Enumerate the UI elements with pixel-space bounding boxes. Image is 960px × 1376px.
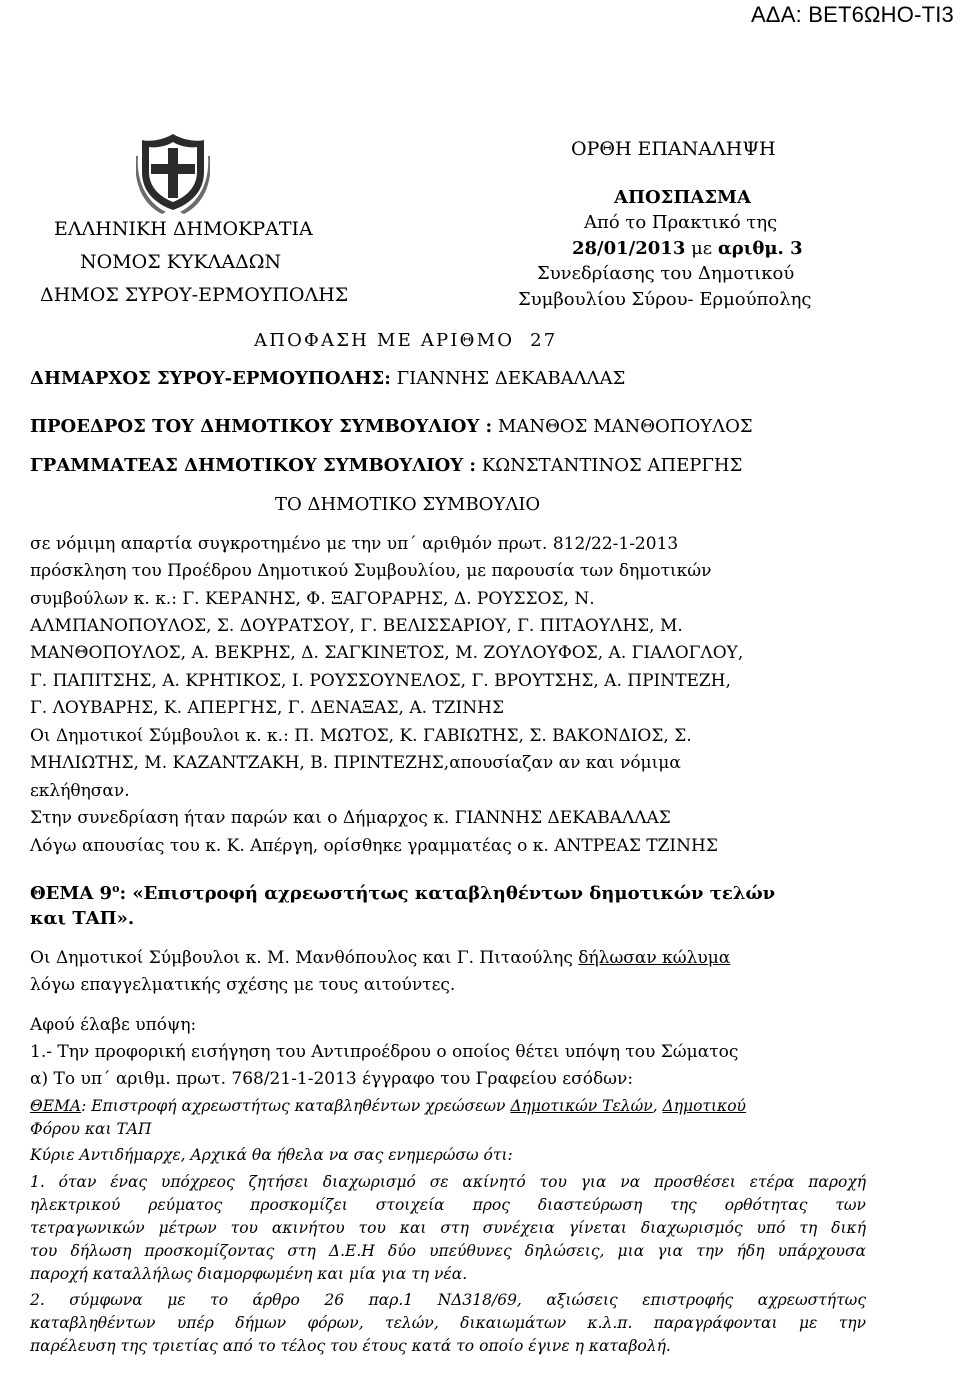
body-line: πρόσκληση του Προέδρου Δημοτικού Συμβουλίου, με παρουσία των δημοτικών	[30, 561, 712, 581]
thema-title: : «Επιστροφή αχρεωστήτως καταβληθέντων δημοτικών τελών	[119, 883, 776, 904]
apo-to-praktiko: Από το Πρακτικό της	[584, 212, 778, 233]
proedros-line	[30, 416, 753, 437]
doc-thema-underline-2: Δημοτικού	[662, 1097, 746, 1115]
body-line: συμβούλων κ. κ.: Γ. ΚΕΡΑΝΗΣ, Φ. ΞΑΓΟΡΑΡΗΣ, Δ. ΡΟΥΣΣΟΣ, Ν.	[30, 589, 595, 609]
body-line: ΑΛΜΠΑΝΟΠΟΥΛΟΣ, Σ. ΔΟΥΡΑΤΣΟΥ, Γ. ΒΕΛΙΣΣΑΡΙΟΥ, Γ. ΠΙΤΑΟΥΛΗΣ, Μ.	[30, 616, 683, 636]
para1-line: 1. όταν ένας υπόχρεος ζητήσει διαχωρισμό σε ακίνητό του για να προσθέσει ετέρα παροχή	[30, 1173, 866, 1191]
to-dimotiko-symvoulio: ΤΟ ΔΗΜΟΤΙΚΟ ΣΥΜΒΟΥΛΙΟ	[275, 494, 541, 515]
para1-line: παροχή καταλλήλως διαμορφωμένη και μία για τη νέα.	[30, 1265, 468, 1283]
proedros-name: ΜΑΝΘΟΣ ΜΑΝΘΟΠΟΥΛΟΣ	[492, 416, 753, 437]
para2-line: 2. σύμφωνα με το άρθρο 26 παρ.1 ΝΔ318/69, αξιώσεις επιστροφής αχρεωστήτως	[30, 1291, 866, 1309]
doc-thema-label: ΘΕΜΑ	[30, 1097, 82, 1115]
kolyma-text: Οι Δημοτικοί Σύμβουλοι κ. Μ. Μανθόπουλος και Γ. Πιταούλης	[30, 948, 579, 968]
body-line: Γ. ΛΟΥΒΑΡΗΣ, Κ. ΑΠΕΡΓΗΣ, Γ. ΔΕΝΑΞΑΣ, Α. ΤΖΙΝΗΣ	[30, 698, 504, 718]
apofasi-number: 27	[530, 330, 558, 351]
dimarxos-name: ΓΙΑΝΝΗΣ ΔΕΚΑΒΑΛΛΑΣ	[390, 368, 626, 389]
doc-thema-line2: Φόρου και ΤΑΠ	[30, 1120, 152, 1138]
kolyma-line1	[30, 948, 730, 968]
body-line: Γ. ΠΑΠΙΤΣΗΣ, Α. ΚΡΗΤΙΚΟΣ, Ι. ΡΟΥΣΣΟΥΝΕΛΟΣ, Γ. ΒΡΟΥΤΣΗΣ, Α. ΠΡΙΝΤΕΖΗ,	[30, 671, 731, 691]
body-line: Στην συνεδρίαση ήταν παρών και ο Δήμαρχος κ. ΓΙΑΝΝΗΣ ΔΕΚΑΒΑΛΛΑΣ	[30, 808, 671, 828]
body-line: Οι Δημοτικοί Σύμβουλοι κ. κ.: Π. ΜΩΤΟΣ, Κ. ΓΑΒΙΩΤΗΣ, Σ. ΒΑΚΟΝΔΙΟΣ, Σ.	[30, 726, 692, 746]
doc-thema-text: : Επιστροφή αχρεωστήτως καταβληθέντων χρεώσεων	[81, 1097, 511, 1115]
orthi-epanalipsi: ΟΡΘΗ ΕΠΑΝΑΛΗΨΗ	[571, 138, 776, 160]
body-line: ΜΑΝΘΟΠΟΥΛΟΣ, Α. ΒΕΚΡΗΣ, Δ. ΣΑΓΚΙΝΕΤΟΣ, Μ. ΖΟΥΛΟΥΦΟΣ, Α. ΓΙΑΛΟΓΛΟΥ,	[30, 643, 744, 663]
grammateas-label: ΓΡΑΜΜΑΤΕΑΣ ΔΗΜΟΤΙΚΟΥ ΣΥΜΒΟΥΛΙΟΥ :	[30, 455, 477, 476]
kyrie-antidimarxe: Κύριε Αντιδήμαρχε, Αρχικά θα ήθελα να σας ενημερώσω ότι:	[30, 1146, 513, 1164]
meeting-date-line	[572, 238, 803, 259]
grammateas-line	[30, 455, 742, 476]
para1-line: του δήλωση προσκομίζοντας στη Δ.Ε.Η δύο υπεύθυνες δηλώσεις, μια για την ήδη υπάρχουσα	[30, 1242, 866, 1260]
meeting-number: αριθμ. 3	[717, 238, 803, 259]
apofasi-title	[254, 330, 557, 351]
afou-elave: Αφού έλαβε υπόψη:	[30, 1015, 197, 1035]
proedros-label: ΠΡΟΕΔΡΟΣ ΤΟΥ ΔΗΜΟΤΙΚΟΥ ΣΥΜΒΟΥΛΙΟΥ :	[30, 416, 493, 437]
doc-thema-underline-1: Δημοτικών Τελών	[510, 1097, 653, 1115]
synedriasi-line1: Συνεδρίασης του Δημοτικού	[537, 263, 795, 284]
thema-prefix: ΘΕΜΑ 9	[30, 883, 113, 904]
synedriasi-line2: Συμβουλίου Σύρου- Ερμούπολης	[518, 289, 812, 310]
header-prefecture: ΝΟΜΟΣ ΚΥΚΛΑΔΩΝ	[80, 251, 282, 273]
dimarxos-label: ΔΗΜΑΡΧΟΣ ΣΥΡΟΥ-ΕΡΜΟΥΠΟΛΗΣ:	[30, 368, 391, 389]
doc-thema-comma: ,	[652, 1097, 663, 1115]
dimarxos-line	[30, 368, 625, 389]
grammateas-name: ΚΩΝΣΤΑΝΤΙΝΟΣ ΑΠΕΡΓΗΣ	[476, 455, 743, 476]
meeting-date: 28/01/2013	[572, 238, 686, 259]
para2-line: παρέλευση της τριετίας από το τέλος του έτους κατά το οποίο έγινε η καταβολή.	[30, 1337, 671, 1355]
doc-thema-line1	[30, 1097, 746, 1115]
item-1: 1.- Την προφορική εισήγηση του Αντιπροέδρου ο οποίος θέτει υπόψη του Σώματος	[30, 1042, 739, 1062]
para2-line: καταβληθέντων υπέρ δήμων φόρων, τελών, δικαιωμάτων κ.λ.π. παραγράφονται με την	[30, 1314, 866, 1332]
thema-title-line2: και ΤΑΠ».	[30, 908, 135, 929]
kolyma-line2: λόγω επαγγελματικής σχέσης με τους αιτούντες.	[30, 975, 456, 995]
thema-ordinal: ο	[112, 882, 120, 895]
header-country: ΕΛΛΗΝΙΚΗ ΔΗΜΟΚΡΑΤΙΑ	[54, 218, 313, 240]
me-word: με	[691, 238, 713, 259]
item-a: α) Το υπ΄ αριθμ. πρωτ. 768/21-1-2013 έγγραφο του Γραφείου εσόδων:	[30, 1069, 634, 1089]
para1-line: ηλεκτρικού ρεύματος προσκομίζει στοιχεία προς διαστεύρωση της ορθότητας των	[30, 1196, 866, 1214]
kolyma-underlined: δήλωσαν κώλυμα	[578, 948, 731, 968]
header-municipality: ΔΗΜΟΣ ΣΥΡΟΥ-ΕΡΜΟΥΠΟΛΗΣ	[40, 284, 349, 306]
body-line: εκλήθησαν.	[30, 781, 130, 801]
thema-title-line1	[30, 882, 775, 904]
greek-coat-of-arms-icon	[136, 128, 210, 214]
body-line: ΜΗΛΙΩΤΗΣ, Μ. ΚΑΖΑΝΤΖΑΚΗ, Β. ΠΡΙΝΤΕΖΗΣ,απουσίαζαν αν και νόμιμα	[30, 753, 681, 773]
apofasi-label: ΑΠΟΦΑΣΗ ΜΕ ΑΡΙΘΜΟ	[254, 330, 515, 351]
body-line: σε νόμιμη απαρτία συγκροτημένο με την υπ΄ αριθμόν πρωτ. 812/22-1-2013	[30, 534, 679, 554]
ada-code: ΑΔΑ: ΒΕΤ6ΩΗΟ-ΤΙ3	[750, 2, 954, 27]
apospasma: ΑΠΟΣΠΑΣΜΑ	[614, 187, 751, 208]
para1-line: τετραγωνικών μέτρων του ακινήτου του και στη συνέχεια γίνεται διαχωρισμός υπό τη δική	[30, 1219, 866, 1237]
body-line: Λόγω απουσίας του κ. Κ. Απέργη, ορίσθηκε γραμματέας ο κ. ΑΝΤΡΕΑΣ ΤΖΙΝΗΣ	[30, 836, 718, 856]
